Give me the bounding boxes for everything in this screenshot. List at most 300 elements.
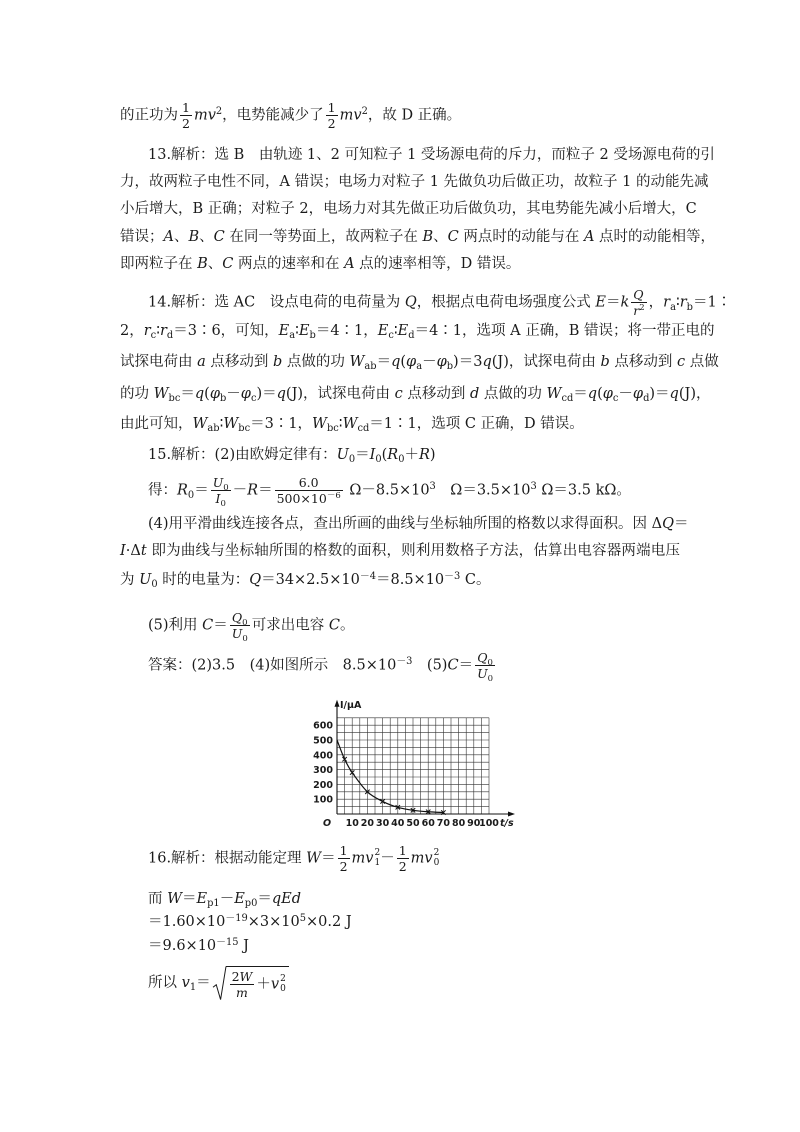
fraction [211, 475, 231, 509]
math-variable: Q [477, 650, 488, 665]
math-variable: I [120, 543, 126, 559]
text-run: 14.解析：选 AC 设点电荷的电荷量为 [148, 294, 405, 311]
math-variable: W [306, 850, 322, 867]
text-run: ＝3∶1， [250, 416, 313, 432]
fraction [338, 844, 350, 873]
fraction [475, 650, 495, 684]
superscript: －3 [396, 656, 413, 668]
subscript: 0 [348, 454, 356, 466]
text-run: 在同一等势面上，故两粒子在 [224, 229, 423, 245]
text-run: 2， [120, 323, 144, 339]
q13-line-2 [120, 172, 709, 192]
text-run: ∶ [156, 323, 160, 339]
text-run: 点时的动能相等， [594, 229, 716, 245]
text-run: ＝ [355, 447, 370, 463]
text-run: ＝ [213, 617, 228, 634]
text-run: － [226, 386, 241, 402]
superscript: －15 [216, 936, 239, 948]
text-run: )＝ [649, 386, 670, 402]
text-run: ∶ [675, 294, 680, 311]
math-variable: I [369, 447, 376, 463]
math-variable: W [192, 416, 208, 432]
fraction-denominator [275, 491, 343, 505]
y-tick-label: 300 [313, 765, 333, 777]
math-variable: W [223, 416, 239, 432]
text-run: 2 [182, 116, 190, 131]
text-run: ∶ [295, 323, 299, 339]
text-run: ∶ [219, 416, 224, 432]
math-variable: t [140, 543, 147, 559]
text-run: － [219, 891, 235, 907]
math-variable: E [278, 323, 290, 339]
fraction [230, 970, 255, 999]
math-variable: Q [249, 572, 262, 588]
text-run: 的功 [120, 386, 154, 402]
q16-line-2 [148, 889, 301, 909]
text-run: 为 [120, 572, 140, 588]
q14-line-3 [120, 352, 719, 373]
text-run: 点移动到 [402, 386, 471, 402]
fraction [397, 844, 409, 873]
math-variable: φ [406, 354, 417, 370]
subscript: 0 [151, 579, 158, 591]
text-run: ＝ [194, 482, 209, 499]
fraction-denominator [180, 116, 192, 130]
superscript: －3 [444, 570, 461, 582]
subscript: b [686, 301, 693, 313]
math-variable: c [394, 386, 403, 402]
text-run: ＝9.6×10 [148, 938, 217, 954]
math-variable: Q [231, 610, 243, 625]
text-run: 、 [173, 229, 189, 245]
sub-superscript [434, 849, 440, 868]
text-run: 1 [398, 843, 407, 858]
subscript: 0 [220, 498, 226, 509]
superscript: 2 [280, 974, 286, 985]
math-variable: W [239, 969, 253, 984]
text-run: ( [400, 354, 407, 370]
math-variable: v [181, 975, 190, 991]
math-variable: q [276, 386, 286, 402]
text-run: ·Δ [125, 543, 141, 559]
math-variable: B [422, 229, 434, 245]
text-run: 两点时的动能与在 [458, 229, 584, 245]
y-tick-label: 600 [313, 720, 333, 732]
fraction-numerator [230, 970, 255, 985]
fraction-numerator [230, 611, 250, 626]
math-variable: φ [602, 386, 613, 402]
math-variable: Q [404, 294, 417, 311]
math-variable: A [344, 256, 355, 272]
math-variable: R [247, 482, 259, 499]
text-run: ( [381, 447, 388, 463]
text-run: 点移动到 [609, 354, 677, 370]
text-run: 而 [148, 891, 168, 907]
math-variable: q [587, 386, 598, 402]
math-variable: k [620, 294, 630, 311]
text-run: 两点的速率和在 [233, 256, 345, 272]
text-run: 小后增大，B 正确；对粒子 2，电场力对其先做正功后做负功，其电势能先减小后增大，C [120, 201, 697, 217]
subscript: 0 [187, 489, 195, 501]
math-variable: qEd [271, 891, 302, 907]
x-tick-label: 100 [479, 818, 499, 829]
text-run: ×3×10 [247, 914, 300, 930]
math-variable: B [197, 256, 208, 272]
math-variable: r [159, 323, 167, 339]
superscript: －19 [225, 912, 248, 924]
subscript: c [250, 393, 257, 405]
fraction-denominator [211, 491, 231, 509]
superscript: 3 [429, 481, 436, 493]
superscript: 5 [299, 912, 307, 924]
text-run: )＝3 [453, 354, 483, 370]
text-run: 2 [327, 116, 336, 131]
q15-line-5 [120, 570, 490, 590]
math-variable: E [377, 323, 389, 339]
q14-line-1 [148, 287, 732, 318]
subscript: 0 [487, 657, 493, 668]
subscript: b [446, 361, 454, 373]
text-run: ＝1∶1，选项 C 正确，D 错误。 [369, 416, 584, 432]
fraction [631, 288, 646, 317]
math-variable: φ [436, 354, 447, 370]
text-run: ＝1∶ [692, 294, 732, 311]
current-time-chart [300, 695, 530, 835]
text-run: 点做的功 [282, 354, 350, 370]
text-run: ＝ [573, 386, 588, 402]
subscript: 0 [398, 454, 405, 466]
fraction-numerator [275, 476, 343, 491]
text-run: 点的速率相等，D 错误。 [354, 256, 521, 272]
text-run: (4)用平滑曲线连接各点，查出所画的曲线与坐标轴所围的格数以求得面积。因 Δ [148, 516, 663, 532]
q16-line-5 [148, 966, 289, 1000]
text-run: )＝ [256, 386, 277, 402]
subscript: p1 [207, 898, 220, 910]
text-run: 点移动到 [205, 354, 273, 370]
text-run: ＝ [182, 891, 197, 907]
text-run: ， [648, 294, 664, 311]
math-variable: q [669, 386, 679, 402]
subscript: bc [168, 393, 181, 405]
q14-line-4 [120, 384, 711, 405]
math-variable: φ [240, 386, 251, 402]
q16-line-1 [148, 844, 439, 873]
q13-line-3 [120, 199, 697, 219]
math-variable: W [312, 416, 327, 432]
fraction [275, 476, 343, 505]
math-variable: C [222, 256, 234, 272]
origin-label: O [322, 818, 332, 829]
subscript: 0 [280, 983, 286, 994]
math-variable: a [197, 354, 206, 370]
text-run: 点做 [685, 354, 719, 370]
x-tick-label: 70 [436, 818, 451, 829]
subscript: p0 [244, 898, 258, 910]
q15-line-2 [148, 475, 631, 509]
math-variable: C [328, 617, 340, 634]
text-run: 所以 [148, 975, 182, 991]
subscript: a [416, 361, 423, 373]
superscript: 2 [215, 106, 223, 118]
text-run: ( [597, 386, 603, 402]
text-run: ) [429, 447, 436, 463]
text-run: J [238, 938, 249, 954]
math-variable: b [272, 354, 283, 370]
math-variable: c [677, 354, 686, 370]
text-run: ＝ [605, 294, 621, 311]
subscript: 0 [375, 454, 382, 466]
text-run: C。 [460, 572, 491, 588]
text-run: ＋ [256, 976, 271, 993]
math-variable: q [482, 354, 492, 370]
text-run: ，根据点电荷电场强度公式 [416, 294, 596, 311]
subscript: bc [238, 423, 251, 435]
y-tick-label: 100 [313, 794, 333, 806]
text-run: 、 [433, 229, 448, 245]
text-run: 1 [182, 100, 190, 115]
fraction-denominator [230, 985, 255, 999]
math-variable: mv [193, 107, 216, 124]
math-variable: b [600, 354, 610, 370]
math-variable: B [188, 229, 200, 245]
math-variable: U [231, 626, 243, 641]
text-run: 6.0 [298, 475, 319, 490]
carryover-line-1 [120, 101, 461, 130]
math-variable: r [633, 303, 640, 318]
text-run: 2 [339, 859, 348, 874]
subscript: 0 [487, 673, 494, 684]
math-variable: C [202, 617, 214, 634]
subscript: ab [207, 423, 220, 435]
fraction-numerator [338, 844, 350, 859]
radical-sign-icon [213, 966, 226, 1000]
text-run: 点做的功 [479, 386, 547, 402]
y-tick-label: 500 [313, 735, 333, 747]
fraction [180, 101, 192, 130]
text-run: 。 [339, 617, 355, 634]
subscript: b [309, 330, 316, 342]
text-run: － [618, 386, 633, 402]
x-axis-label: t/s [500, 818, 514, 829]
text-run: ＝ [196, 975, 211, 991]
math-variable: Q [662, 516, 675, 532]
subscript: cd [561, 393, 574, 405]
subscript: d [166, 330, 174, 342]
text-run: ＝ [458, 657, 474, 674]
x-axis-arrow-icon [508, 812, 515, 817]
q13-line-5 [120, 254, 520, 274]
y-axis-arrow-icon [335, 700, 340, 707]
text-run: 错误； [120, 229, 164, 245]
fraction-denominator [397, 859, 409, 873]
text-run: ＝1.60×10 [148, 914, 226, 930]
x-tick-label: 10 [345, 818, 359, 829]
text-run: ＝4∶1，选项 A 正确，B 错误；将一带正电的 [414, 323, 715, 339]
text-run: (5) [412, 657, 448, 674]
text-run: ＝ [674, 516, 689, 532]
text-run: ∶ [338, 416, 343, 432]
text-run: 试探电荷由 [120, 354, 198, 370]
subscript: bc [326, 423, 339, 435]
text-run: ＝ [180, 386, 195, 402]
x-tick-label: 40 [391, 818, 405, 829]
fraction-numerator [475, 651, 495, 666]
fraction-numerator [631, 288, 646, 303]
text-run: 1 [327, 100, 336, 115]
y-axis-label: I/μA [340, 699, 362, 711]
superscript: 2 [374, 848, 381, 859]
text-run: (J)，试探电荷由 [285, 386, 395, 402]
text-run: 15.解析：(2)由欧姆定律有： [148, 447, 337, 463]
math-variable: A [163, 229, 174, 245]
fraction-denominator [230, 626, 250, 644]
math-variable: W [153, 386, 169, 402]
math-variable: q [194, 386, 205, 402]
q14-line-5 [120, 414, 584, 434]
y-tick-label: 200 [313, 779, 333, 791]
text-run: Ω－8.5×10 [344, 482, 430, 499]
text-run: ＝ [257, 891, 272, 907]
math-variable: W [546, 386, 562, 402]
text-run: － [422, 354, 437, 370]
fraction-denominator [326, 116, 338, 130]
text-run: 时的电量为： [157, 572, 250, 588]
subscript: d [408, 330, 415, 342]
fraction-numerator [180, 101, 192, 116]
fraction-numerator [326, 101, 338, 116]
text-run: 、 [207, 256, 223, 272]
math-variable: r [663, 294, 671, 311]
subscript: a [289, 330, 296, 342]
subscript: 0 [223, 482, 229, 493]
math-variable: R [177, 482, 188, 499]
math-variable: φ [632, 386, 644, 402]
math-variable: r [679, 294, 687, 311]
text-run: Ω＝3.5 kΩ。 [536, 482, 631, 499]
math-variable: U [477, 666, 488, 681]
text-run: ，电势能减少了 [222, 107, 324, 124]
text-run: 1 [339, 843, 348, 858]
text-run: (J)，试探电荷由 [491, 354, 601, 370]
q15-line-6 [148, 610, 355, 644]
math-variable: q [391, 354, 401, 370]
superscript: 2 [639, 303, 645, 314]
y-tick-label: 400 [313, 750, 333, 762]
subscript: d [643, 393, 650, 405]
text-run: 2 [398, 859, 407, 874]
text-run: ×0.2 J [306, 914, 352, 930]
q16-line-4 [148, 936, 249, 956]
fraction-numerator [211, 476, 231, 491]
subscript: a [670, 301, 676, 313]
fraction-denominator [475, 666, 495, 684]
text-run: (J)， [678, 386, 711, 402]
math-variable: W [349, 354, 365, 370]
text-run: ∶ [393, 323, 398, 339]
subscript: cd [357, 423, 370, 435]
math-variable: Q [633, 287, 644, 302]
q13-line-1 [148, 145, 715, 165]
q15-line-4 [120, 541, 680, 561]
math-variable: C [447, 229, 459, 245]
math-variable: A [583, 229, 595, 245]
subscript: 0 [242, 617, 248, 628]
fraction [326, 101, 338, 130]
text-run: 2 [231, 969, 240, 984]
superscript: －4 [359, 570, 376, 582]
text-run: ，故 D 正确。 [367, 107, 462, 124]
superscript: 2 [361, 106, 368, 118]
text-run: ＋ [404, 447, 419, 463]
superscript: 3 [530, 481, 537, 493]
subscript: ab [364, 361, 377, 373]
fraction-denominator [631, 303, 646, 317]
math-variable: m [236, 985, 248, 1000]
q15-line-1 [148, 445, 436, 465]
text-run: 500×10 [276, 491, 327, 506]
fraction [230, 610, 250, 644]
math-variable: U [336, 447, 349, 463]
text-run: 可求出电容 [251, 617, 329, 634]
x-tick-label: 30 [375, 818, 390, 829]
superscript: 2 [433, 848, 440, 859]
subscript: c [612, 393, 619, 405]
math-variable: W [167, 891, 183, 907]
math-variable: E [298, 323, 310, 339]
text-run: 13.解析：选 B 由轨迹 1、2 可知粒子 1 受场源电荷的斥力，而粒子 2 受场源电荷的引 [148, 147, 715, 163]
text-run: ＝4∶1， [315, 323, 378, 339]
text-run: ＝3∶6，可知， [173, 323, 279, 339]
math-variable: E [234, 891, 245, 907]
subscript: 0 [433, 857, 440, 868]
math-variable: U [212, 475, 224, 490]
math-variable: E [397, 323, 409, 339]
q14-line-2 [120, 321, 715, 342]
math-variable: r [143, 323, 151, 339]
superscript: －6 [326, 491, 341, 502]
math-variable: E [196, 891, 208, 907]
math-variable: C [213, 229, 225, 245]
subscript: 0 [242, 633, 248, 644]
math-variable: R [418, 447, 430, 463]
q15-answer-line [148, 650, 497, 684]
subscript: c [388, 330, 394, 342]
sub-superscript [280, 975, 286, 994]
math-variable: φ [209, 386, 220, 402]
fraction-numerator [397, 844, 409, 859]
math-variable: v [270, 976, 280, 993]
x-tick-label: 50 [406, 818, 420, 829]
text-run: － [380, 850, 395, 867]
text-run: 的正功为 [120, 107, 178, 124]
text-run: 16.解析：根据动能定理 [148, 850, 307, 867]
text-run: 力，故两粒子电性不同，A 错误；电场力对粒子 1 先做负功后做正功，故粒子 1 的动能先减 [120, 174, 709, 190]
text-run: ＝34×2.5×10 [261, 572, 360, 588]
math-variable: mv [339, 107, 362, 124]
subscript: 1 [374, 857, 381, 868]
square-root [213, 966, 289, 1000]
text-run: 即两粒子在 [120, 256, 198, 272]
text-run: ＝ [321, 850, 336, 867]
text-run: 答案：(2)3.5 (4)如图所示 8.5×10 [148, 657, 397, 674]
text-run: 、 [199, 229, 214, 245]
math-variable: mv [410, 850, 433, 867]
math-variable: W [342, 416, 358, 432]
x-tick-label: 90 [467, 818, 481, 829]
subscript: c [150, 330, 157, 342]
x-tick-label: 80 [451, 818, 466, 829]
x-tick-label: 20 [360, 818, 375, 829]
